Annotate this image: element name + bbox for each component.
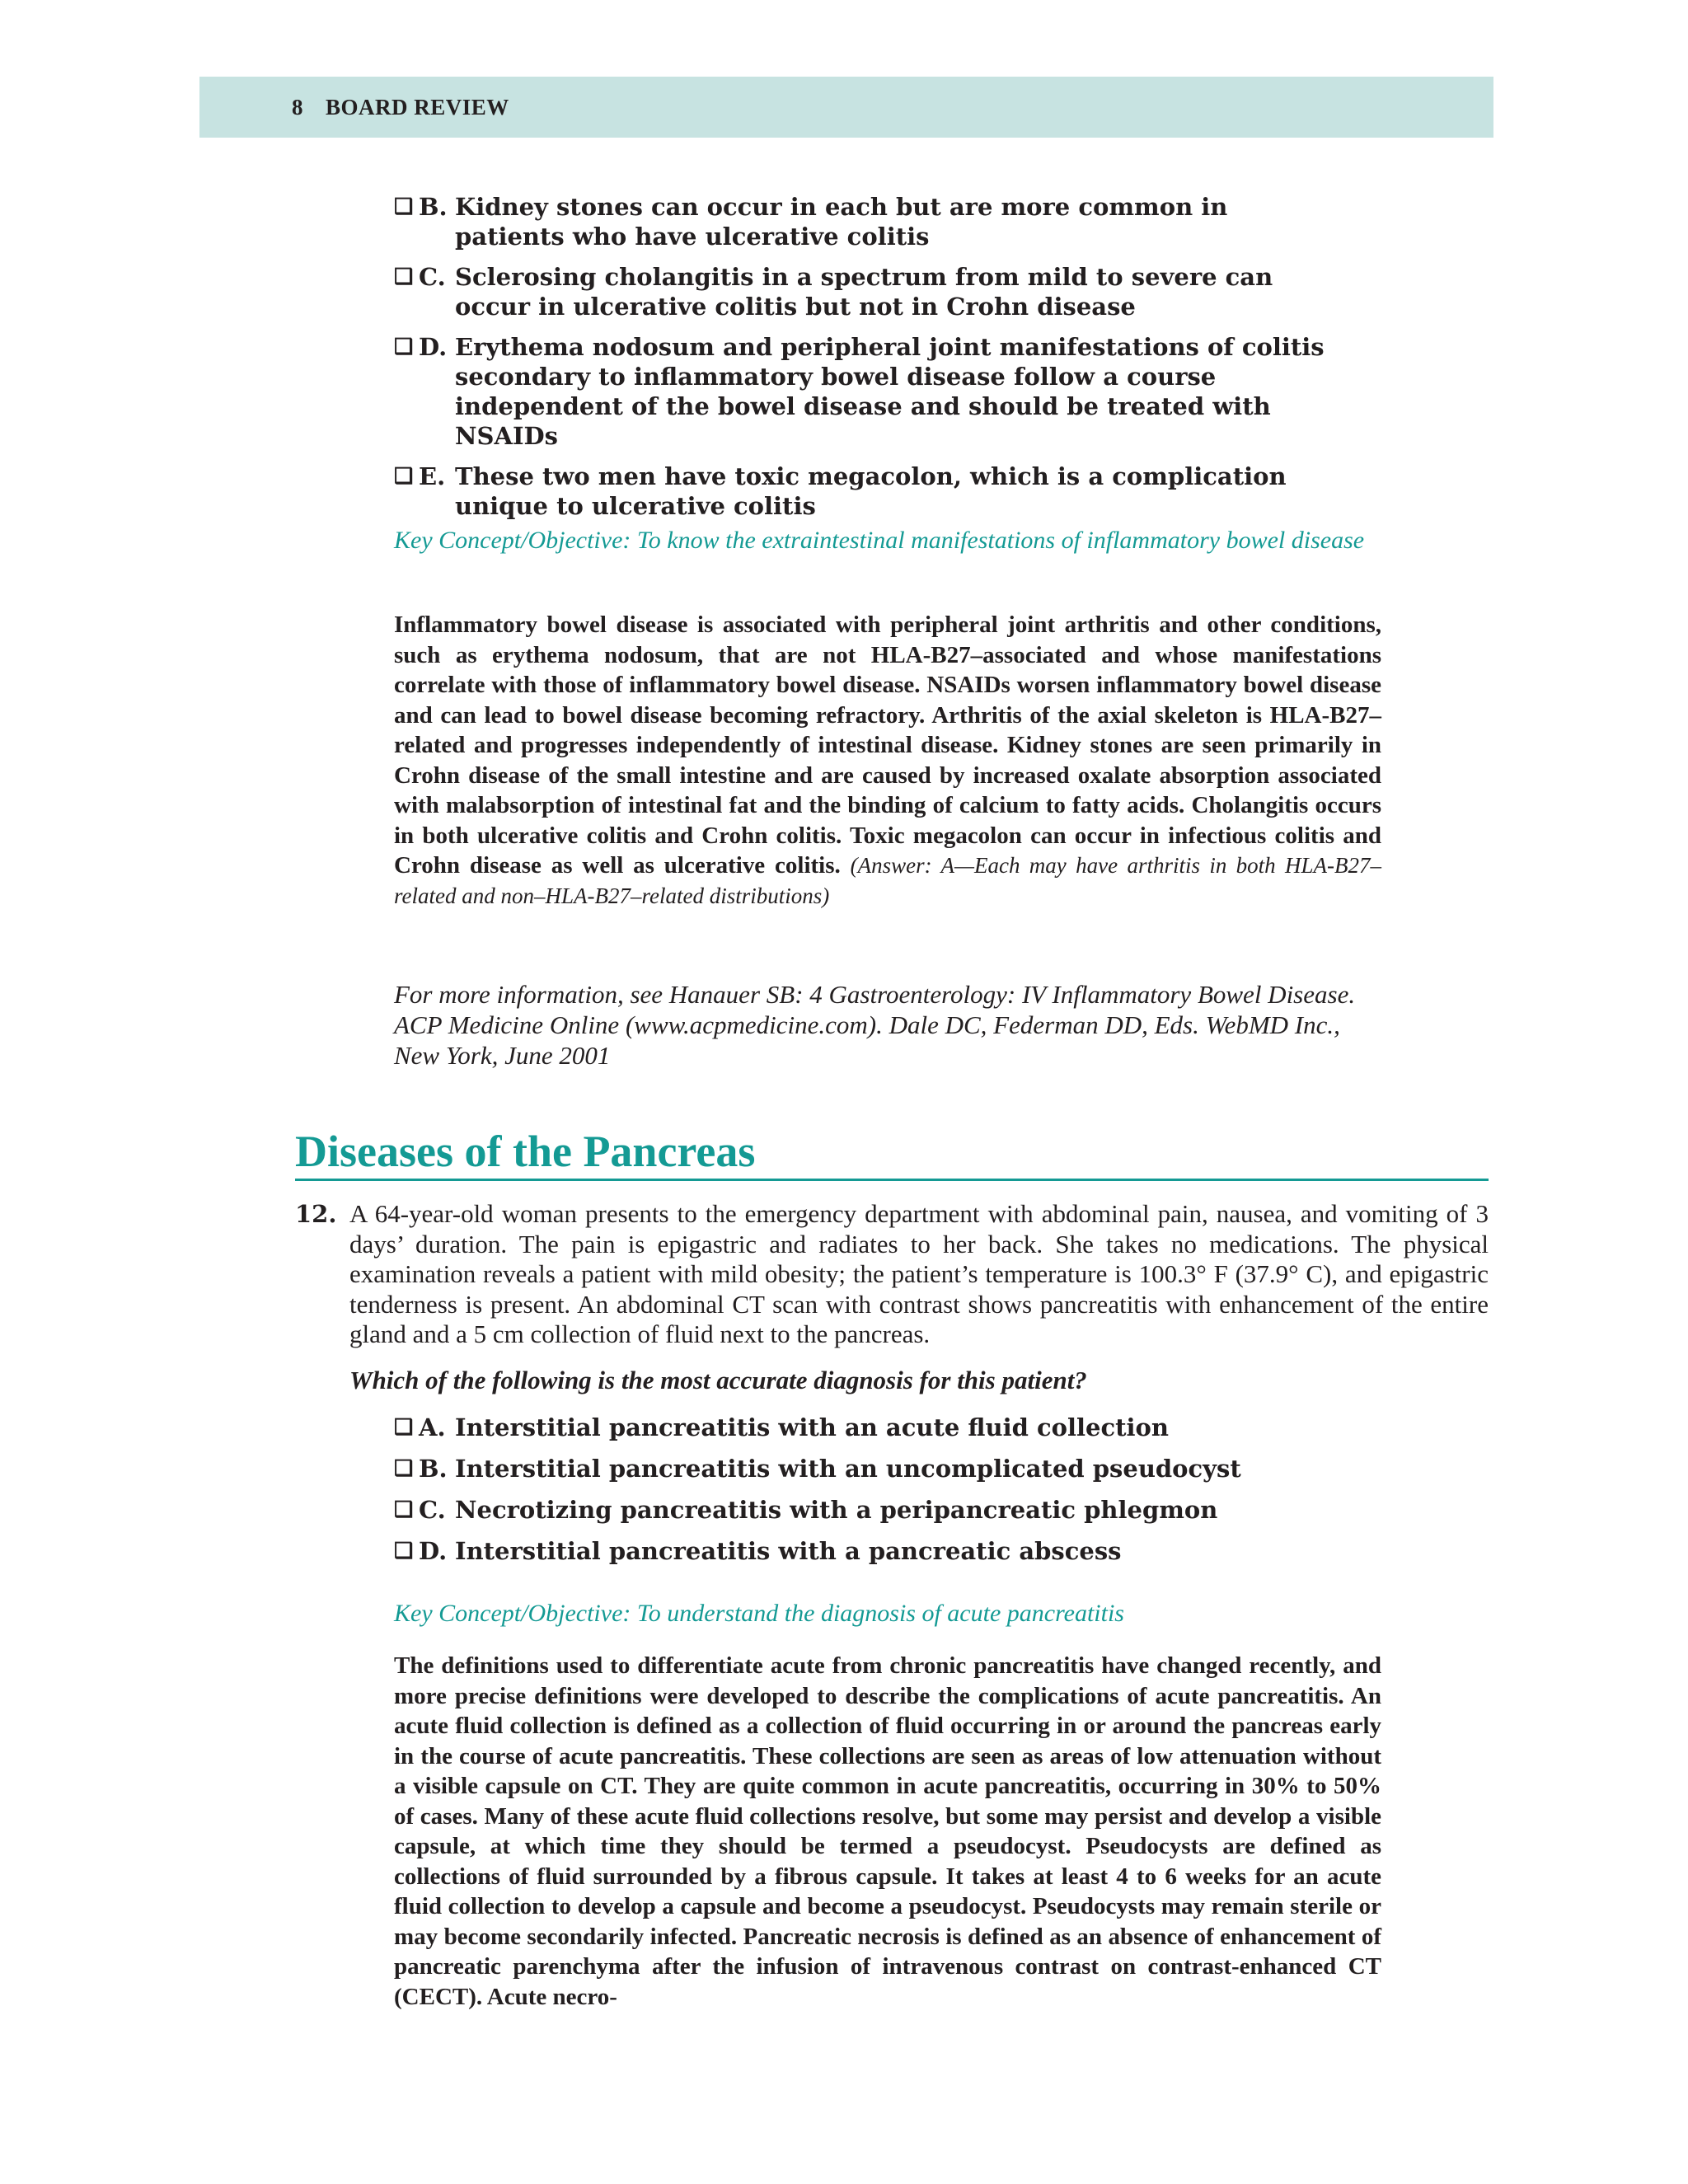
option-text: Kidney stones can occur in each but are more common in patients who have ulcerative colitis (455, 193, 1228, 251)
option-letter: C. (419, 263, 446, 291)
section-divider (295, 1179, 1489, 1181)
question-prompt: Which of the following is the most accurate diagnosis for this patient? (349, 1366, 1087, 1394)
question-12-options (394, 1413, 1342, 1577)
answer-option-e[interactable] (394, 462, 1342, 521)
option-text: Interstitial pancreatitis with an acute fluid collection (455, 1413, 1169, 1441)
answer-option-a[interactable] (394, 1413, 1342, 1442)
option-letter: E. (419, 462, 446, 490)
question-11-options (394, 192, 1342, 532)
checkbox-icon[interactable]: ❑ (394, 1456, 414, 1481)
option-letter: D. (419, 333, 448, 361)
running-head-title: BOARD REVIEW (326, 95, 509, 120)
option-letter: D. (419, 1537, 448, 1565)
question-number: 12. (295, 1200, 337, 1228)
page-number: 8 (292, 95, 303, 120)
checkbox-icon[interactable]: ❑ (394, 1539, 414, 1563)
option-text: Necrotizing pancreatitis with a peripancreatic phlegmon (455, 1496, 1218, 1524)
question-stem: A 64-year-old woman presents to the emergency department with abdominal pain, nausea, and vomiting of 3 days’ duration. The pain is epigastric and radiates to her back. She takes no medications. The physical examination reveals a patient with mild obesity; the patient’s temperature is 100.3° F (37.9° C), and epigastric tenderness is present. An abdominal CT scan with contrast shows pancreatitis with enhancement of the entire gland and a 5 cm collection of fluid next to the pancreas. (349, 1199, 1489, 1348)
answer-option-c[interactable] (394, 1495, 1342, 1525)
option-text: Interstitial pancreatitis with a pancreatic abscess (455, 1537, 1122, 1565)
key-concept-q11: Key Concept/Objective: To know the extraintestinal manifestations of inflammatory bowel disease (394, 527, 1365, 554)
checkbox-icon[interactable]: ❑ (394, 335, 414, 359)
checkbox-icon[interactable]: ❑ (394, 1497, 414, 1522)
checkbox-icon[interactable]: ❑ (394, 1415, 414, 1440)
answer-text: (Answer: A—Each may have arthritis in both HLA-B27–related and non–HLA-B27–related distributions) (394, 853, 1382, 908)
explanation-q11 (394, 610, 1381, 911)
option-text: Erythema nodosum and peripheral joint manifestations of colitis secondary to inflammatory bowel disease follow a course independent of the bowel disease and should be treated with NSAIDs (455, 333, 1325, 450)
reference-note: For more information, see Hanauer SB: 4 Gastroenterology: IV Inflammatory Bowel Disease. ACP Medicine Online (www.acpmedicine.com). Dale DC, Federman DD, Eds. WebMD Inc., New York, June 2001 (394, 980, 1356, 1070)
option-text: Sclerosing cholangitis in a spectrum from mild to severe can occur in ulcerative colitis but not in Crohn disease (455, 263, 1273, 321)
answer-option-b[interactable] (394, 1454, 1342, 1483)
answer-option-d[interactable] (394, 332, 1342, 451)
checkbox-icon[interactable]: ❑ (394, 464, 414, 489)
checkbox-icon[interactable]: ❑ (394, 265, 414, 289)
option-text: These two men have toxic megacolon, which is a complication unique to ulcerative colitis (455, 462, 1287, 520)
answer-option-b[interactable] (394, 192, 1342, 251)
answer-option-d[interactable] (394, 1536, 1342, 1566)
checkbox-icon[interactable]: ❑ (394, 194, 414, 219)
explanation-text: Inflammatory bowel disease is associated with peripheral joint arthritis and other conditions, such as erythema nodosum, that are not HLA-B27–associated and whose manifestations correlate with those of inflammatory bowel disease. NSAIDs worsen inflammatory bowel disease and can lead to bowel disease becoming refractory. Arthritis of the axial skeleton is HLA-B27–related and progresses independently of intestinal disease. Kidney stones are seen primarily in Crohn disease of the small intestine and are caused by increased oxalate absorption associated with malabsorption of intestinal fat and the binding of calcium to fatty acids. Cholangitis occurs in both ulcerative colitis and Crohn colitis. Toxic megacolon can occur in infectious colitis and Crohn disease as well as ulcerative colitis. (394, 612, 1381, 879)
option-letter: B. (419, 1455, 448, 1483)
question-12 (295, 1199, 1489, 1350)
option-text: Interstitial pancreatitis with an uncomplicated pseudocyst (455, 1455, 1241, 1483)
key-concept-q12: Key Concept/Objective: To understand the diagnosis of acute pancreatitis (394, 1600, 1124, 1627)
option-letter: B. (419, 193, 448, 221)
explanation-q12: The definitions used to differentiate acute from chronic pancreatitis have changed recently, and more precise definitions were developed to describe the complications of acute pancreatitis. An acute fluid collection is defined as a collection of fluid occurring in or around the pancreas early in the course of acute pancreatitis. These collections are seen as areas of low attenuation without a visible capsule on CT. They are quite common in acute pancreatitis, occurring in 30% to 50% of cases. Many of these acute fluid collections resolve, but some may persist and develop a visible capsule, at which time they should be termed a pseudocyst. Pseudocysts are defined as collections of fluid surrounded by a fibrous capsule. It takes at least 4 to 6 weeks for an acute fluid collection to develop a capsule and become a pseudocyst. Pseudocysts may remain sterile or may become secondarily infected. Pancreatic necrosis is defined as an absence of enhancement of pancreatic parenchyma after the infusion of intravenous contrast on contrast-enhanced CT (CECT). Acute necro- (394, 1652, 1381, 2010)
running-header (199, 77, 1493, 138)
answer-option-c[interactable] (394, 262, 1342, 321)
option-letter: C. (419, 1496, 446, 1524)
section-title: Diseases of the Pancreas (295, 1127, 756, 1176)
option-letter: A. (419, 1413, 446, 1441)
